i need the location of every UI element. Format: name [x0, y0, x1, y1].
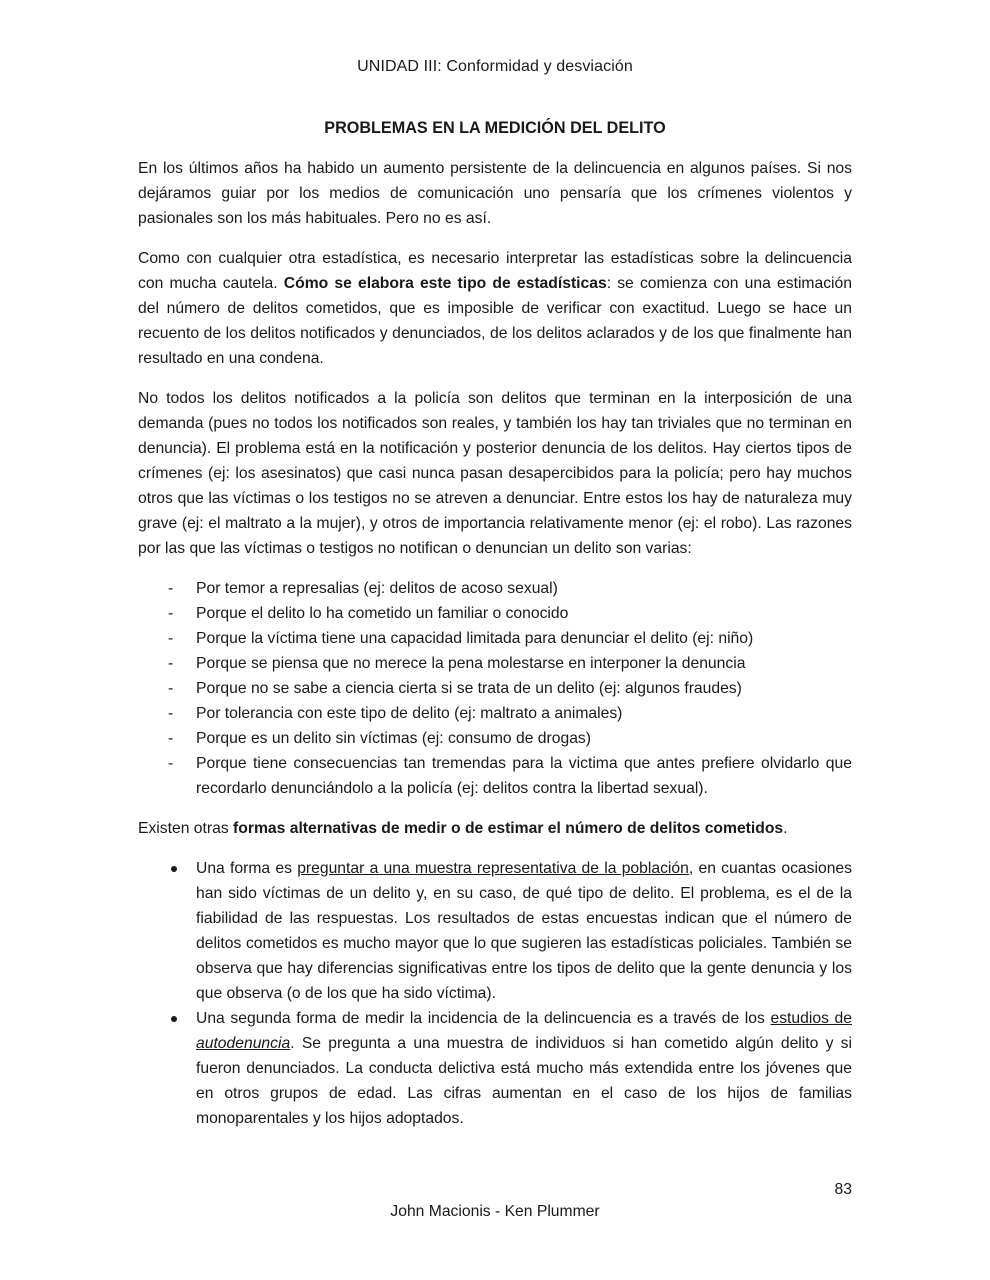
paragraph-alternatives	[138, 816, 852, 841]
list-item-text: Por tolerancia con este tipo de delito (ej: maltrato a animales)	[196, 705, 623, 722]
paragraph-intro: En los últimos años ha habido un aumento persistente de la delincuencia en algunos países. Si nos dejáramos guiar por los medios de comunicación uno pensaría que los crímenes violentos y pasionales son los más habituales. Pero no es así.	[138, 160, 852, 227]
paragraph-statistics-text-a: Como con cualquier otra estadística, es necesario interpretar las estadísticas sobre la delincuencia con mucha cautela.	[138, 250, 852, 292]
list-item-text: Porque se piensa que no merece la pena molestarse en interponer la denuncia	[196, 655, 746, 672]
method-text-before: Una forma es	[196, 860, 298, 877]
paragraph-reporting: No todos los delitos notificados a la policía son delitos que terminan en la interposición de una demanda (pues no todos los notificados son reales, y también los hay tan triviales que no terminan en denuncia). El problema está en la notificación y posterior denuncia de los delitos. Hay ciertos tipos de crímenes (ej: los asesinatos) que casi nunca pasan desapercibidos para la policía; pero hay muchos otros que las víctimas o los testigos no se atreven a denunciar. Entre estos los hay de naturaleza muy grave (ej: el maltrato a la mujer), y otros de importancia relativamente menor (ej: el robo). Las razones por las que las víctimas o testigos no notifican o denuncian un delito son varias:	[138, 390, 852, 557]
dash-marker: -	[168, 730, 174, 747]
method-text-after: , en cuantas ocasiones han sido víctimas de un delito y, en su caso, de qué tipo de delito. El problema, es el de la fiabilidad de las respuestas. Los resultados de estas encuestas indican que el número de delitos cometidos es mucho mayor que lo que sugieren las estadísticas policiales. También se observa que hay diferencias significativas entre los tipos de delito que la gente denuncia y los que observa (o de los que ha sido víctima).	[196, 860, 852, 1002]
list-item-text: Por temor a represalias (ej: delitos de acoso sexual)	[196, 580, 558, 597]
paragraph-alternatives-text-b: .	[783, 820, 788, 837]
reasons-list	[138, 576, 852, 801]
paragraph-statistics-text-b: : se comienza con una estimación del número de delitos cometidos, que es imposible de verificar con exactitud. Luego se hace un recuento de los delitos notificados y denunciados, de los delitos aclarados y de los que finalmente han resultado en una condena.	[138, 275, 852, 367]
list-item	[138, 751, 852, 801]
list-item	[138, 726, 852, 751]
paragraph-statistics	[138, 246, 852, 371]
method-underlined-text: preguntar a una muestra representativa de la población	[297, 860, 689, 877]
list-item	[138, 601, 852, 626]
list-item-text: Porque el delito lo ha cometido un familiar o conocido	[196, 605, 569, 622]
dash-marker: -	[168, 630, 174, 647]
method-underlined-italic-text: autodenuncia	[196, 1035, 291, 1052]
paragraph-statistics-bold: Cómo se elabora este tipo de estadísticas	[283, 275, 607, 292]
paragraph-alternatives-text-a: Existen otras	[138, 820, 234, 837]
dash-marker: -	[168, 680, 174, 697]
list-item	[138, 576, 852, 601]
list-item	[138, 676, 852, 701]
bullet-dot-icon	[171, 1016, 177, 1022]
methods-list	[138, 856, 852, 1131]
list-item-self-report-method	[138, 1006, 852, 1131]
bullet-dot-icon	[171, 866, 177, 872]
list-item	[138, 626, 852, 651]
list-item-survey-method	[138, 856, 852, 1006]
running-header: UNIDAD III: Conformidad y desviación	[357, 58, 633, 75]
method-underlined-text: estudios de	[770, 1010, 852, 1027]
list-item-text: Porque tiene consecuencias tan tremendas para la victima que antes prefiere olvidarlo que recordarlo denunciándolo a la policía (ej: delitos contra la libertad sexual).	[196, 755, 852, 797]
paragraph-alternatives-bold: formas alternativas de medir o de estimar el número de delitos cometidos	[233, 820, 784, 837]
page-body	[138, 116, 852, 1131]
method-text-before: Una segunda forma de medir la incidencia de la delincuencia es a través de los	[196, 1010, 771, 1027]
list-item-text: Porque no se sabe a ciencia cierta si se trata de un delito (ej: algunos fraudes)	[196, 680, 742, 697]
list-item-text: Porque es un delito sin víctimas (ej: consumo de drogas)	[196, 730, 591, 747]
dash-marker: -	[168, 655, 174, 672]
dash-marker: -	[168, 755, 174, 772]
list-item-text: Porque la víctima tiene una capacidad limitada para denunciar el delito (ej: niño)	[196, 630, 754, 647]
list-item	[138, 701, 852, 726]
method-text-after: . Se pregunta a una muestra de individuos si han cometido algún delito y si fueron denunciados. La conducta delictiva está mucho más extendida entre los jóvenes que en otros grupos de edad. Las cifras aumentan en el caso de los hijos de familias monoparentales y los hijos adoptados.	[196, 1035, 852, 1127]
dash-marker: -	[168, 580, 174, 597]
footer-authors: John Macionis - Ken Plummer	[390, 1203, 600, 1220]
dash-marker: -	[168, 605, 174, 622]
list-item	[138, 651, 852, 676]
section-title: PROBLEMAS EN LA MEDICIÓN DEL DELITO	[324, 119, 666, 137]
dash-marker: -	[168, 705, 174, 722]
page-number: 83	[834, 1181, 852, 1198]
